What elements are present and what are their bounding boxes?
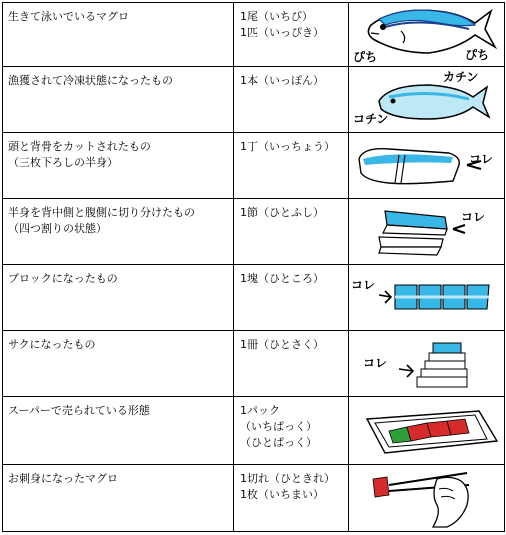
description-text: お刺身になったマグロ — [8, 472, 118, 485]
description-cell — [3, 3, 234, 67]
pointer-label: コレ — [461, 210, 486, 224]
description-text: スーパーで売られている形態 — [8, 404, 150, 417]
frozen-whole-tuna-icon — [349, 67, 503, 133]
description-text: 生きて泳いでいるマグロ — [8, 10, 129, 23]
pointer-label: コレ — [351, 278, 376, 292]
table-row — [3, 67, 505, 133]
counter-text: 1尾（いちび） — [240, 10, 313, 23]
table-row — [3, 331, 505, 397]
table-row — [3, 465, 505, 532]
table-row — [3, 199, 505, 265]
live-swimming-tuna-icon — [349, 3, 503, 67]
description-text: 漁獲されて冷凍状態になったもの — [8, 74, 173, 87]
tuna-counter-table — [2, 2, 505, 532]
description-cell — [3, 265, 234, 331]
counter-cell — [234, 67, 349, 133]
sashimi-pack-icon — [349, 397, 503, 465]
table-row — [3, 3, 505, 67]
sashimi-chopsticks-icon — [349, 465, 503, 532]
counter-text: （いちぱっく） — [240, 420, 317, 433]
description-cell — [3, 397, 234, 465]
illustration-cell — [349, 133, 505, 199]
counter-text: 1パック — [240, 404, 280, 417]
illustration-cell — [349, 331, 505, 397]
description-text: （四つ割りの状態） — [8, 222, 107, 235]
counter-text: 1枚（いちまい） — [240, 488, 324, 501]
sound-effect-label: ぴち — [465, 48, 490, 62]
illustration-cell — [349, 465, 505, 532]
counter-text: （ひとぱっく） — [240, 436, 317, 449]
description-cell — [3, 67, 234, 133]
counter-text: 1本（いっぽん） — [240, 74, 324, 87]
counter-text: 1冊（ひとさく） — [240, 338, 324, 351]
tuna-saku-stack-icon — [349, 331, 503, 397]
table-row — [3, 133, 505, 199]
pointer-label: コレ — [469, 152, 494, 166]
counter-cell — [234, 265, 349, 331]
counter-text: 1節（ひとふし） — [240, 206, 324, 219]
illustration-cell — [349, 199, 505, 265]
counter-cell — [234, 465, 349, 532]
tuna-quarter-fillet-icon — [349, 199, 503, 265]
tuna-half-fillet-icon — [349, 133, 503, 199]
tuna-block-icon — [349, 265, 503, 331]
counter-cell — [234, 397, 349, 465]
counter-text: 1匹（いっぴき） — [240, 26, 324, 39]
illustration-cell — [349, 397, 505, 465]
counter-cell — [234, 199, 349, 265]
sound-effect-label: ぴち — [353, 50, 378, 64]
counter-text: 1切れ（ひときれ） — [240, 472, 335, 485]
description-text: サクになったもの — [8, 338, 96, 351]
description-text: 半身を背中側と腹側に切り分けたもの — [8, 206, 195, 219]
description-cell — [3, 331, 234, 397]
sound-effect-label: カチン — [443, 70, 479, 84]
table-row — [3, 265, 505, 331]
description-cell — [3, 133, 234, 199]
counter-cell — [234, 133, 349, 199]
description-cell — [3, 465, 234, 532]
counter-text: 1丁（いっちょう） — [240, 140, 335, 153]
description-text: ブロックになったもの — [8, 272, 118, 285]
illustration-cell — [349, 3, 505, 67]
illustration-cell — [349, 67, 505, 133]
sound-effect-label: コチン — [353, 112, 389, 126]
table-row — [3, 397, 505, 465]
illustration-cell — [349, 265, 505, 331]
counter-text: 1塊（ひところ） — [240, 272, 324, 285]
description-text: 頭と背骨をカットされたもの — [8, 140, 151, 153]
counter-cell — [234, 331, 349, 397]
description-text: （三枚下ろしの半身） — [8, 156, 118, 169]
description-cell — [3, 199, 234, 265]
counter-cell — [234, 3, 349, 67]
pointer-label: コレ — [363, 356, 388, 370]
